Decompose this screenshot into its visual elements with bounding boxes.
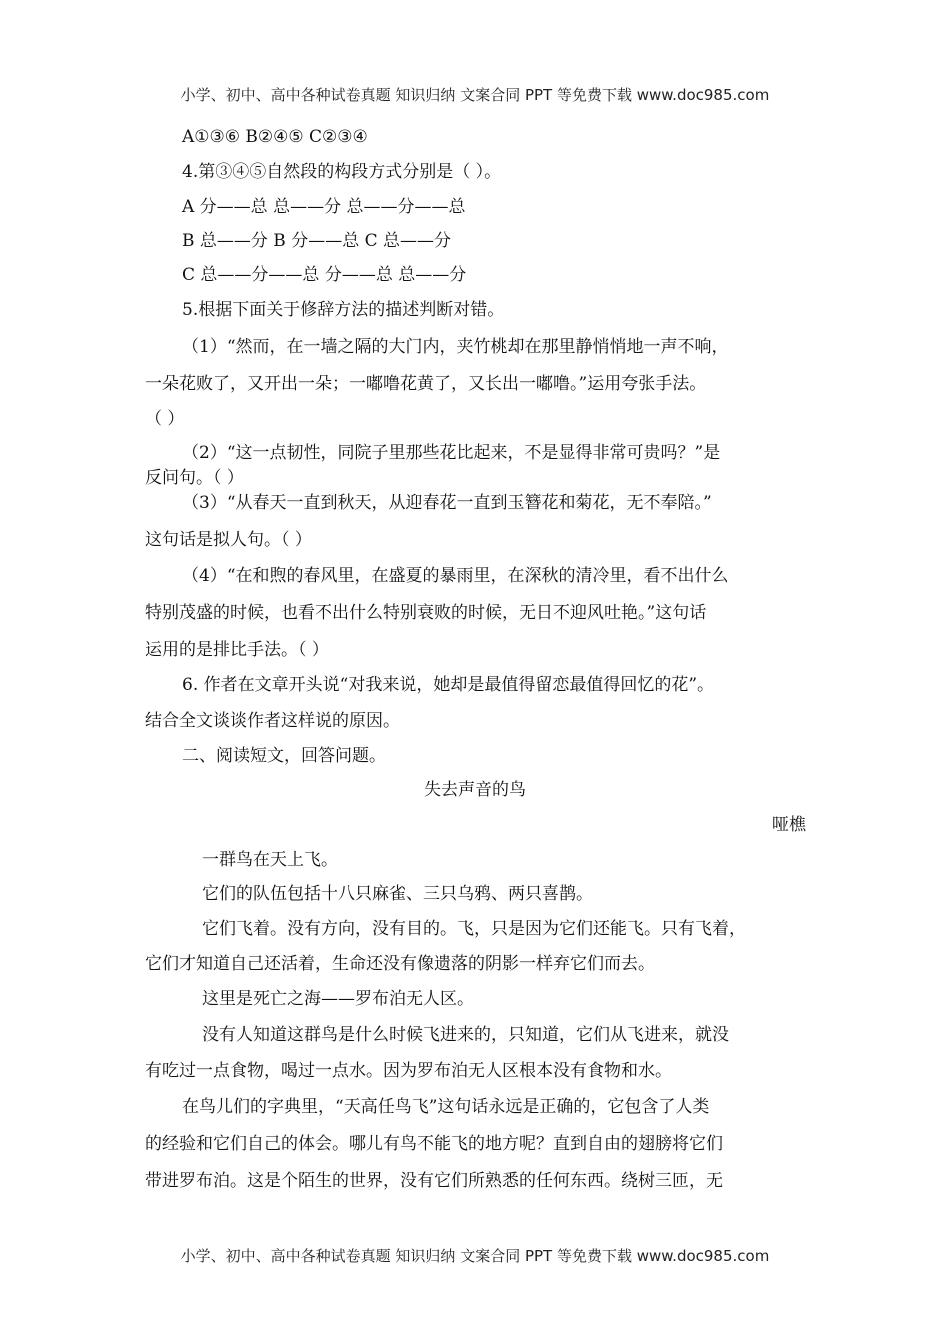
answer-options-3: A①③⑥ B②④⑤ C②③④ [182,127,368,147]
article-paragraph-6-cont-2: 带进罗布泊。这是个陌生的世界，没有它们所熟悉的任何东西。绕树三匝，无 [145,1171,723,1191]
question-5-item-2-cont: 反问句。（ ） [145,468,244,488]
question-4-option-a: A 分——总 总——分 总——分——总 [182,197,466,217]
question-5-item-2: （2）“这一点韧性，同院子里那些花比起来，不是显得非常可贵吗？”是 [182,443,721,463]
question-5-item-4: （4）“在和煦的春风里，在盛夏的暴雨里，在深秋的清冷里，看不出什么 [182,566,729,586]
question-5-item-3: （3）“从春天一直到秋天，从迎春花一直到玉簪花和菊花，无不奉陪。” [182,493,712,513]
question-4: 4.第③④⑤自然段的构段方式分别是（ ）。 [182,162,502,182]
question-5: 5.根据下面关于修辞方法的描述判断对错。 [182,300,505,320]
question-5-item-4-cont-2: 运用的是排比手法。（ ） [145,640,329,660]
question-5-item-3-cont: 这句话是拟人句。（ ） [145,530,312,550]
article-author: 哑樵 [772,815,806,835]
article-paragraph-6-cont: 的经验和它们自己的体会。哪儿有鸟不能飞的地方呢？直到自由的翅膀将它们 [145,1134,723,1154]
page-header: 小学、初中、高中各种试卷真题 知识归纳 文案合同 PPT 等免费下载 www.doc985.com [180,86,770,104]
page-footer: 小学、初中、高中各种试卷真题 知识归纳 文案合同 PPT 等免费下载 www.doc985.com [180,1247,770,1265]
section-two-heading: 二、阅读短文，回答问题。 [182,746,386,766]
article-paragraph-3: 它们飞着。没有方向，没有目的。飞，只是因为它们还能飞。只有飞着， [202,919,746,939]
article-paragraph-3-cont: 它们才知道自己还活着，生命还没有像遗落的阴影一样弃它们而去。 [145,954,655,974]
article-paragraph-5-cont: 有吃过一点食物，喝过一点水。因为罗布泊无人区根本没有食物和水。 [145,1061,672,1081]
question-5-item-1-blank: （ ） [145,409,185,429]
article-paragraph-5: 没有人知道这群鸟是什么时候飞进来的，只知道，它们从飞进来，就没 [202,1025,729,1045]
question-6: 6. 作者在文章开头说“对我来说，她却是最值得留恋最值得回忆的花”。 [182,675,715,695]
article-title: 失去声音的鸟 [424,780,526,800]
question-5-item-1: （1）“然而，在一墙之隔的大门内，夹竹桃却在那里静悄悄地一声不响， [182,337,729,357]
question-4-option-c: C 总——分——总 分——总 总——分 [182,265,467,285]
article-paragraph-1: 一群鸟在天上飞。 [202,850,338,870]
question-5-item-1-cont: 一朵花败了，又开出一朵；一嘟噜花黄了，又长出一嘟噜。”运用夸张手法。 [145,374,707,394]
article-paragraph-2: 它们的队伍包括十八只麻雀、三只乌鸦、两只喜鹊。 [202,884,593,904]
question-4-option-b: B 总——分 B 分——总 C 总——分 [182,231,452,251]
article-paragraph-6: 在鸟儿们的字典里，“天高任鸟飞”这句话永远是正确的，它包含了人类 [182,1097,710,1117]
question-6-cont: 结合全文谈谈作者这样说的原因。 [145,711,400,731]
article-paragraph-4: 这里是死亡之海——罗布泊无人区。 [202,989,474,1009]
question-5-item-4-cont: 特别茂盛的时候，也看不出什么特别衰败的时候，无日不迎风吐艳。”这句话 [145,603,707,623]
